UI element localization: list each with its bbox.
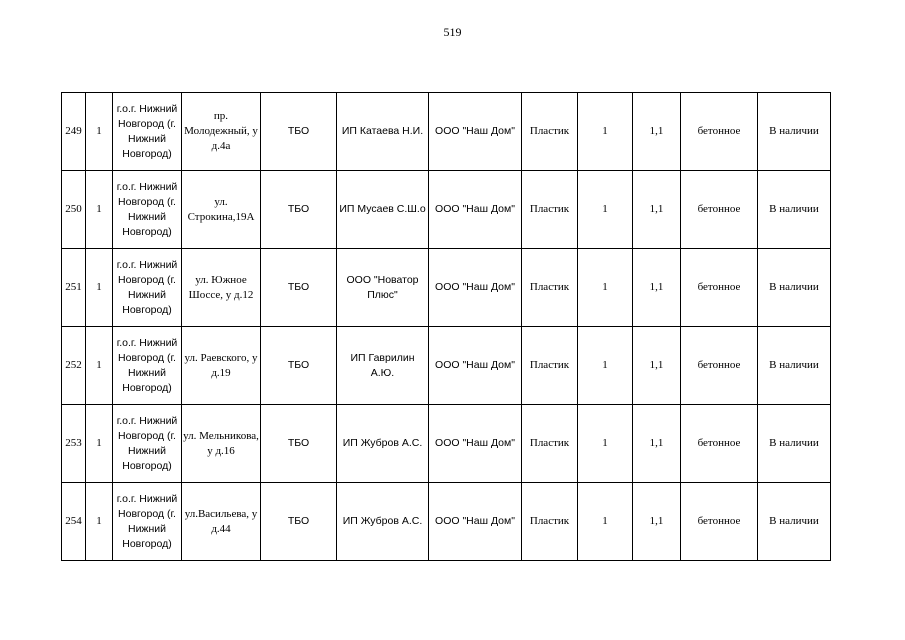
status-cell: В наличии — [758, 249, 831, 327]
address-cell: ул. Южное Шоссе, у д.12 — [182, 249, 261, 327]
surface-cell: бетонное — [681, 171, 758, 249]
row-number-cell: 251 — [62, 249, 86, 327]
volume-cell: 1,1 — [633, 171, 681, 249]
owner-cell: ИП Мусаев С.Ш.о — [337, 171, 429, 249]
material-cell: Пластик — [522, 327, 578, 405]
count-cell: 1 — [86, 93, 113, 171]
address-cell: ул. Раевского, у д.19 — [182, 327, 261, 405]
address-cell: ул. Мельникова, у д.16 — [182, 405, 261, 483]
count-cell: 1 — [86, 405, 113, 483]
containers-cell: 1 — [578, 405, 633, 483]
municipality-cell: г.о.г. Нижний Новгород (г. Нижний Новгород) — [113, 483, 182, 561]
row-number-cell: 252 — [62, 327, 86, 405]
count-cell: 1 — [86, 171, 113, 249]
status-cell: В наличии — [758, 483, 831, 561]
operator-cell: ООО "Наш Дом" — [429, 171, 522, 249]
page-number: 519 — [443, 25, 462, 39]
table-row — [62, 327, 831, 405]
containers-cell: 1 — [578, 93, 633, 171]
waste-type-cell: ТБО — [261, 327, 337, 405]
operator-cell: ООО "Наш Дом" — [429, 249, 522, 327]
status-cell: В наличии — [758, 171, 831, 249]
address-cell: ул.Васильева, у д.44 — [182, 483, 261, 561]
municipality-cell: г.о.г. Нижний Новгород (г. Нижний Новгород) — [113, 327, 182, 405]
surface-cell: бетонное — [681, 249, 758, 327]
waste-sites-table — [61, 92, 831, 561]
municipality-cell: г.о.г. Нижний Новгород (г. Нижний Новгород) — [113, 405, 182, 483]
operator-cell: ООО "Наш Дом" — [429, 327, 522, 405]
count-cell: 1 — [86, 249, 113, 327]
table-row — [62, 483, 831, 561]
owner-cell: ИП Гаврилин А.Ю. — [337, 327, 429, 405]
volume-cell: 1,1 — [633, 483, 681, 561]
count-cell: 1 — [86, 483, 113, 561]
waste-type-cell: ТБО — [261, 405, 337, 483]
volume-cell: 1,1 — [633, 249, 681, 327]
waste-type-cell: ТБО — [261, 93, 337, 171]
status-cell: В наличии — [758, 405, 831, 483]
municipality-cell: г.о.г. Нижний Новгород (г. Нижний Новгород) — [113, 249, 182, 327]
waste-type-cell: ТБО — [261, 171, 337, 249]
count-cell: 1 — [86, 327, 113, 405]
operator-cell: ООО "Наш Дом" — [429, 405, 522, 483]
containers-cell: 1 — [578, 327, 633, 405]
material-cell: Пластик — [522, 483, 578, 561]
volume-cell: 1,1 — [633, 405, 681, 483]
owner-cell: ИП Жубров А.С. — [337, 483, 429, 561]
table-row — [62, 93, 831, 171]
operator-cell: ООО "Наш Дом" — [429, 93, 522, 171]
table-row — [62, 249, 831, 327]
waste-type-cell: ТБО — [261, 483, 337, 561]
table-row — [62, 405, 831, 483]
material-cell: Пластик — [522, 405, 578, 483]
row-number-cell: 253 — [62, 405, 86, 483]
row-number-cell: 254 — [62, 483, 86, 561]
containers-cell: 1 — [578, 249, 633, 327]
operator-cell: ООО "Наш Дом" — [429, 483, 522, 561]
owner-cell: ИП Катаева Н.И. — [337, 93, 429, 171]
address-cell: ул. Строкина,19А — [182, 171, 261, 249]
surface-cell: бетонное — [681, 93, 758, 171]
surface-cell: бетонное — [681, 405, 758, 483]
material-cell: Пластик — [522, 171, 578, 249]
municipality-cell: г.о.г. Нижний Новгород (г. Нижний Новгород) — [113, 171, 182, 249]
municipality-cell: г.о.г. Нижний Новгород (г. Нижний Новгород) — [113, 93, 182, 171]
owner-cell: ООО "Новатор Плюс" — [337, 249, 429, 327]
surface-cell: бетонное — [681, 327, 758, 405]
table-row — [62, 171, 831, 249]
status-cell: В наличии — [758, 327, 831, 405]
status-cell: В наличии — [758, 93, 831, 171]
address-cell: пр. Молодежный, у д.4а — [182, 93, 261, 171]
material-cell: Пластик — [522, 249, 578, 327]
row-number-cell: 250 — [62, 171, 86, 249]
containers-cell: 1 — [578, 483, 633, 561]
owner-cell: ИП Жубров А.С. — [337, 405, 429, 483]
row-number-cell: 249 — [62, 93, 86, 171]
material-cell: Пластик — [522, 93, 578, 171]
surface-cell: бетонное — [681, 483, 758, 561]
volume-cell: 1,1 — [633, 327, 681, 405]
waste-type-cell: ТБО — [261, 249, 337, 327]
volume-cell: 1,1 — [633, 93, 681, 171]
containers-cell: 1 — [578, 171, 633, 249]
